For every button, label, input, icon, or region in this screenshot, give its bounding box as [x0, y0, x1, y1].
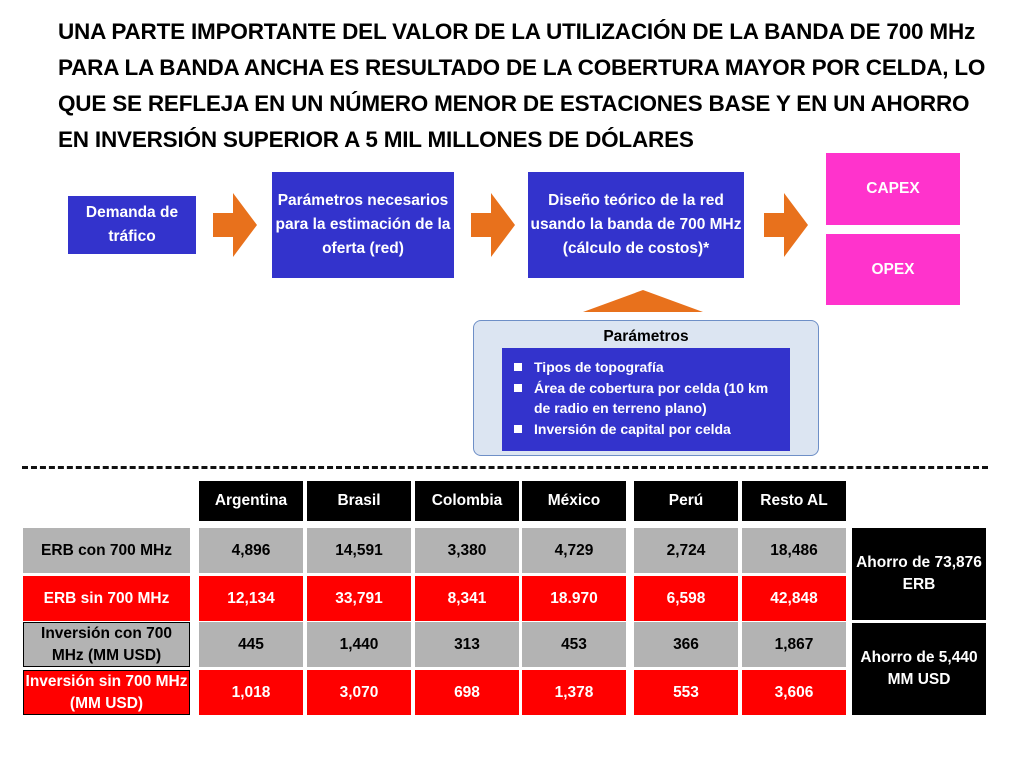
table-cell: 14,591	[307, 528, 411, 573]
table-cell: 2,724	[634, 528, 738, 573]
column-header: México	[522, 481, 626, 521]
column-header: Perú	[634, 481, 738, 521]
row-label: ERB con 700 MHz	[23, 528, 190, 573]
parameter-item: Inversión de capital por celda	[512, 419, 782, 440]
dashed-divider	[22, 466, 988, 469]
table-cell: 553	[634, 670, 738, 715]
table-cell: 18,486	[742, 528, 846, 573]
table-cell: 453	[522, 622, 626, 667]
demand-box: Demanda de tráfico	[68, 196, 196, 254]
table-cell: 1,440	[307, 622, 411, 667]
design-box-line2: (cálculo de costos)*	[562, 240, 710, 257]
column-header: Resto AL	[742, 481, 846, 521]
parameter-item: Área de cobertura por celda (10 km de radio en terreno plano)	[512, 378, 782, 419]
slide-title: UNA PARTE IMPORTANTE DEL VALOR DE LA UTILIZACIÓN DE LA BANDA DE 700 MHz PARA LA BANDA ANCHA ES RESULTADO DE LA COBERTURA MAYOR POR CELDA, LO QUE SE REFLEJA EN UN NÚMERO MENOR DE ESTACIONES BASE Y EN UN AHORRO EN INVERSIÓN SUPERIOR A 5 MIL MILLONES DE DÓLARES	[58, 19, 986, 152]
row-label: ERB sin 700 MHz	[23, 576, 190, 621]
table-cell: 1,867	[742, 622, 846, 667]
flow-arrow-2	[471, 193, 515, 257]
table-cell: 3,606	[742, 670, 846, 715]
column-header: Argentina	[199, 481, 303, 521]
row-label: Inversión con 700 MHz (MM USD)	[23, 622, 190, 667]
bullet-square-icon	[514, 384, 522, 392]
design-box	[528, 172, 744, 278]
parameters-title: Parámetros	[603, 328, 689, 345]
table-cell: 3,380	[415, 528, 519, 573]
column-header: Brasil	[307, 481, 411, 521]
table-cell: 4,729	[522, 528, 626, 573]
table-cell: 12,134	[199, 576, 303, 621]
table-cell: 4,896	[199, 528, 303, 573]
table-cell: 698	[415, 670, 519, 715]
table-cell: 6,598	[634, 576, 738, 621]
parameter-item: Tipos de topografía	[512, 357, 782, 378]
parameters-panel	[473, 320, 819, 456]
params-needed-box: Parámetros necesarios para la estimación de la oferta (red)	[272, 172, 454, 278]
table-cell: 42,848	[742, 576, 846, 621]
bullet-square-icon	[514, 425, 522, 433]
table-cell: 366	[634, 622, 738, 667]
table-cell: 33,791	[307, 576, 411, 621]
table-cell: 8,341	[415, 576, 519, 621]
design-box-line1: Diseño teórico de la red usando la banda de 700 MHz	[530, 192, 742, 233]
parameters-list	[502, 348, 790, 451]
savings-investment: Ahorro de 5,440 MM USD	[852, 623, 986, 715]
capex-box: CAPEX	[826, 153, 960, 225]
opex-box: OPEX	[826, 234, 960, 305]
table-cell: 1,378	[522, 670, 626, 715]
table-cell: 445	[199, 622, 303, 667]
column-header: Colombia	[415, 481, 519, 521]
up-triangle-arrow	[583, 290, 703, 312]
table-cell: 3,070	[307, 670, 411, 715]
savings-erb: Ahorro de 73,876 ERB	[852, 528, 986, 620]
flow-arrow-1	[213, 193, 257, 257]
table-cell: 18.970	[522, 576, 626, 621]
table-cell: 313	[415, 622, 519, 667]
row-label: Inversión sin 700 MHz (MM USD)	[23, 670, 190, 715]
bullet-square-icon	[514, 363, 522, 371]
table-cell: 1,018	[199, 670, 303, 715]
flow-arrow-3	[764, 193, 808, 257]
